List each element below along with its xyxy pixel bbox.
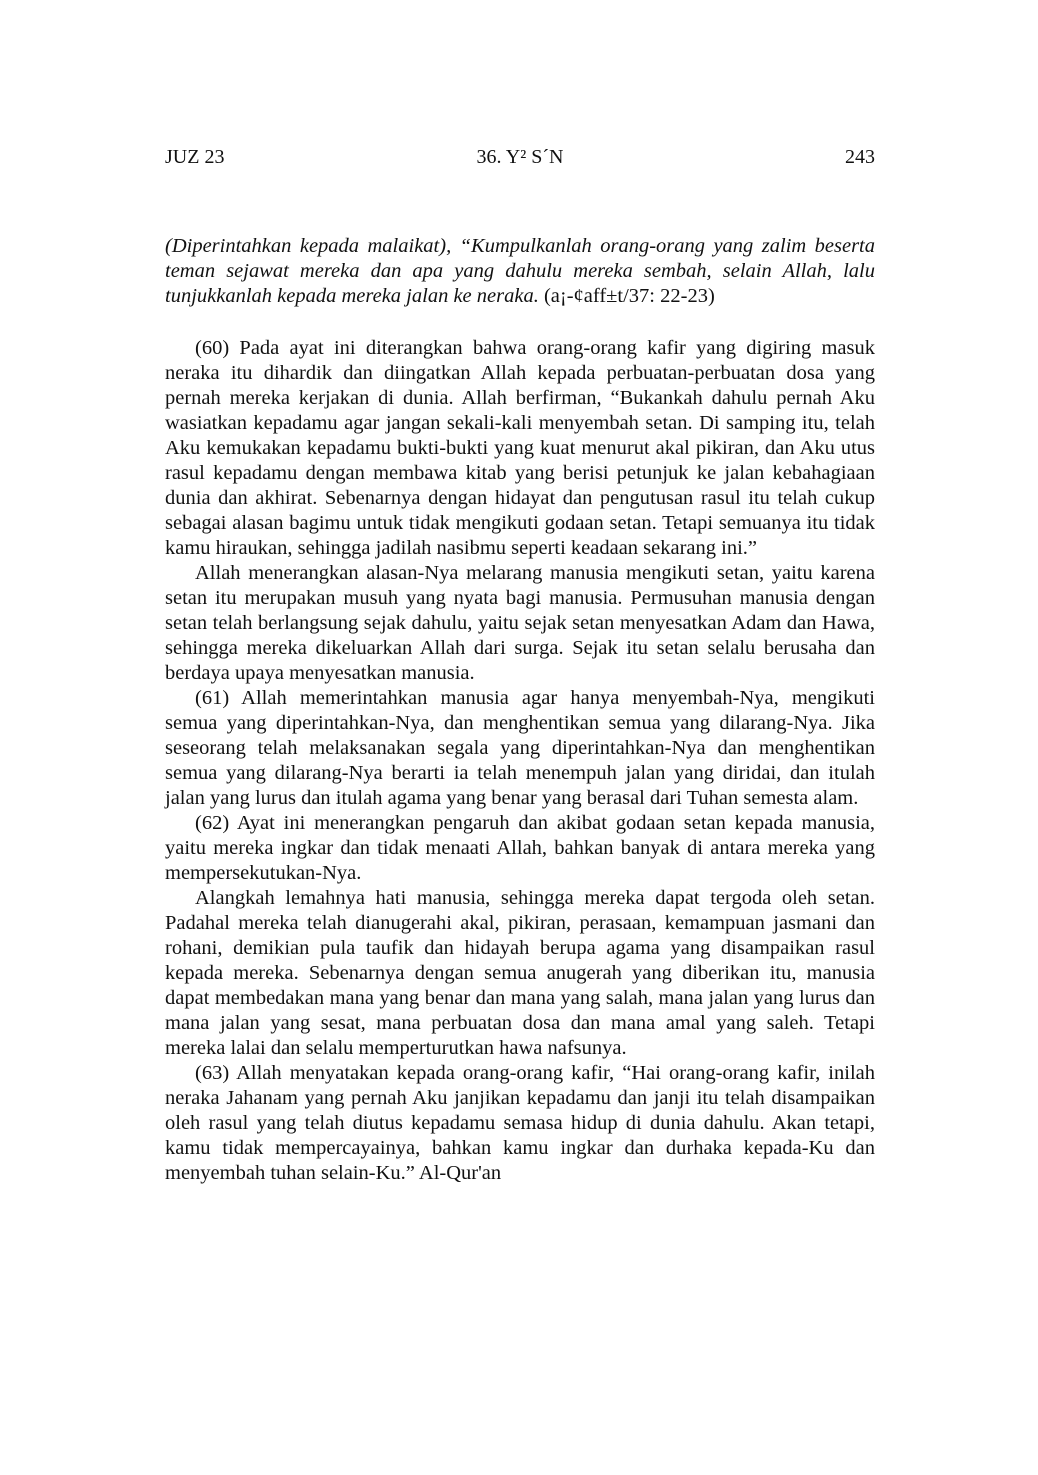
page-header	[165, 146, 875, 172]
paragraph-verse-62: (62) Ayat ini menerangkan pengaruh dan akibat godaan setan kepada manusia, yaitu mereka ingkar dan tidak menaati Allah, bahkan banyak di antara mereka yang mempersekutukan-Nya.	[165, 812, 875, 884]
page-body	[165, 234, 875, 1186]
page-number: 243	[845, 146, 875, 168]
paragraph-verse-60: (60) Pada ayat ini diterangkan bahwa orang-orang kafir yang digiring masuk neraka itu dihardik dan diingatkan Allah kepada perbuatan-perbuatan dosa yang pernah mereka kerjakan di dunia. Allah berfirman, “Bukankah dahulu pernah Aku wasiatkan kepadamu agar jangan sekali-kali menyembah setan. Di samping itu, telah Aku kemukakan kepadamu bukti-bukti yang kuat menurut akal pikiran, dan Aku utus rasul kepadamu dengan membawa kitab yang berisi petunjuk ke jalan kebahagiaan dunia dan akhirat. Sebenarnya dengan hidayat dan pengutusan rasul itu telah cukup sebagai alasan bagimu untuk tidak mengikuti godaan setan. Tetapi semuanya itu tidak kamu hiraukan, sehingga jadilah nasibmu seperti keadaan sekarang ini.”	[165, 337, 875, 559]
paragraph-verse-63: (63) Allah menyatakan kepada orang-orang kafir, “Hai orang-orang kafir, inilah neraka Jahanam yang pernah Aku janjikan kepadamu dan janji itu telah disampaikan oleh rasul yang telah diutus kepadamu semasa hidup di dunia dahulu. Akan tetapi, kamu tidak mempercayainya, bahkan kamu ingkar dan durhaka kepada-Ku dan menyembah tuhan selain-Ku.” Al-Qur'an	[165, 1062, 875, 1184]
verse-reference: (a¡-¢aff±t/37: 22-23)	[543, 285, 715, 307]
quoted-verse-text: (Diperintahkan kepada malaikat), “Kumpulkanlah orang-orang yang zalim beserta teman sejawat mereka dan apa yang dahulu mereka sembah, selain Allah, lalu tunjukkanlah kepada mereka jalan ke neraka.	[165, 235, 875, 307]
paragraph-verse-61: (61) Allah memerintahkan manusia agar hanya menyembah-Nya, mengikuti semua yang diperintahkan-Nya, dan menghentikan semua yang dilarang-Nya. Jika seseorang telah melaksanakan segala yang diperintahkan-Nya dan menghentikan semua yang dilarang-Nya berarti ia telah menempuh jalan yang diridai, dan itulah jalan yang lurus dan itulah agama yang benar yang berasal dari Tuhan semesta alam.	[165, 687, 875, 809]
juz-label: JUZ 23	[165, 146, 225, 168]
surah-title: 36. Y² S´N	[476, 146, 564, 168]
paragraph-enmity-of-satan: Allah menerangkan alasan-Nya melarang manusia mengikuti setan, yaitu karena setan itu merupakan musuh yang nyata bagi manusia. Permusuhan manusia dengan setan telah berlangsung sejak dahulu, yaitu sejak setan menyesatkan Adam dan Hawa, sehingga mereka dikeluarkan Allah dari surga. Sejak itu setan selalu berusaha dan berdaya upaya menyesatkan manusia.	[165, 562, 875, 684]
quoted-verse	[165, 234, 875, 309]
paragraph-human-weakness: Alangkah lemahnya hati manusia, sehingga mereka dapat tergoda oleh setan. Padahal mereka telah dianugerahi akal, pikiran, perasaan, kemampuan jasmani dan rohani, demikian pula taufik dan hidayah berupa agama yang disampaikan rasul kepada mereka. Sebenarnya dengan semua anugerah yang diberikan itu, manusia dapat membedakan mana yang benar dan mana yang salah, mana jalan yang lurus dan mana jalan yang sesat, mana perbuatan dosa dan mana amal yang saleh. Tetapi mereka lalai dan selalu memperturutkan hawa nafsunya.	[165, 887, 875, 1059]
